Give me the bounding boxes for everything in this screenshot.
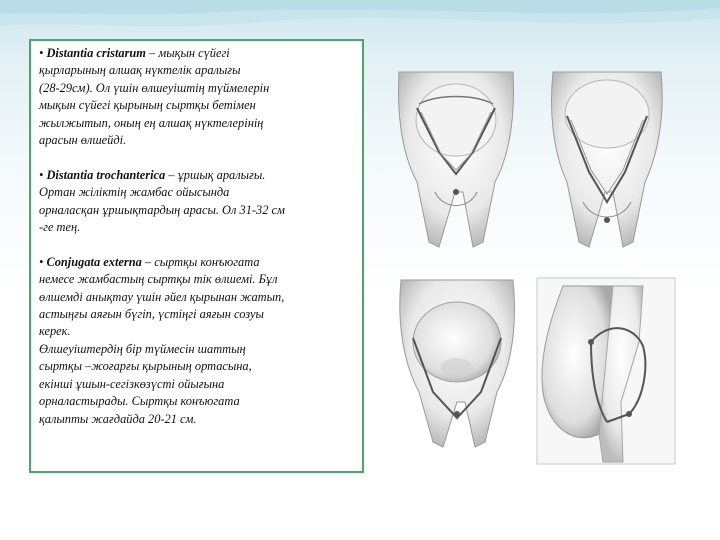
text-panel bbox=[29, 39, 364, 473]
entry-line: жылжытып, оның ең алшақ нүктелерінің bbox=[39, 115, 264, 130]
term-conjugata-externa: Conjugata externa bbox=[46, 254, 142, 269]
entry-line: арасын өлшейді. bbox=[39, 133, 127, 148]
entry-line: өлшемді анықтау үшін әйел қырынан жатып, bbox=[39, 289, 285, 304]
figure-panel-trochanterica bbox=[552, 72, 663, 247]
pelvimetry-illustration bbox=[377, 42, 685, 468]
entry-line: – ұршық аралығы. bbox=[165, 167, 266, 182]
entry-distantia-cristarum bbox=[39, 45, 356, 149]
entry-line: орналастырады. Сыртқы конъюгата bbox=[39, 394, 240, 409]
figure-panel-conjugata-side bbox=[537, 278, 675, 464]
entry-line: астыңғы аяғын бүгіп, үстіңгі аяғын созуы bbox=[39, 307, 264, 322]
entry-line: немесе жамбастың сыртқы тік өлшемі. Бұл bbox=[39, 272, 278, 287]
entry-line: Ортан жіліктің жамбас ойысында bbox=[39, 185, 230, 200]
entry-line: керек. bbox=[39, 324, 71, 339]
entry-line: екінші ұшын-сегізкөзүсті ойығына bbox=[39, 376, 225, 391]
pelvimetry-drawing bbox=[377, 42, 685, 468]
figure-panel-conjugata-front bbox=[400, 280, 515, 447]
entry-line: сыртқы –жоғарғы қырының ортасына, bbox=[39, 359, 252, 374]
term-distantia-trochanterica: Distantia trochanterica bbox=[46, 167, 166, 182]
entry-line: мықын сүйегі қырының сыртқы бетімен bbox=[39, 98, 256, 113]
entry-line: қалыпты жағдайда 20-21 см. bbox=[39, 411, 197, 426]
entry-conjugata-externa bbox=[39, 254, 356, 428]
bullet: • bbox=[39, 254, 44, 269]
entry-line: – сыртқы конъюгата bbox=[141, 254, 260, 269]
entry-line: – мықын сүйегі bbox=[145, 46, 230, 60]
bullet: • bbox=[39, 46, 44, 60]
bullet: • bbox=[39, 167, 44, 182]
entry-distantia-trochanterica bbox=[39, 167, 356, 237]
entry-line: -ге тең. bbox=[39, 220, 81, 235]
term-distantia-cristarum: Distantia cristarum bbox=[46, 46, 146, 60]
figure-panel-cristarum bbox=[399, 72, 514, 247]
entry-line: орналасқан ұршықтардың арасы. Ол 31-32 см bbox=[39, 202, 285, 217]
entry-line: Өлшеуіштердің бір түймесін шаттың bbox=[39, 341, 246, 356]
entry-line: қырларының алшақ нүктелік аралығы bbox=[39, 63, 241, 78]
entry-line: (28-29см). Ол үшін өлшеуіштің түймелерін bbox=[39, 80, 270, 95]
